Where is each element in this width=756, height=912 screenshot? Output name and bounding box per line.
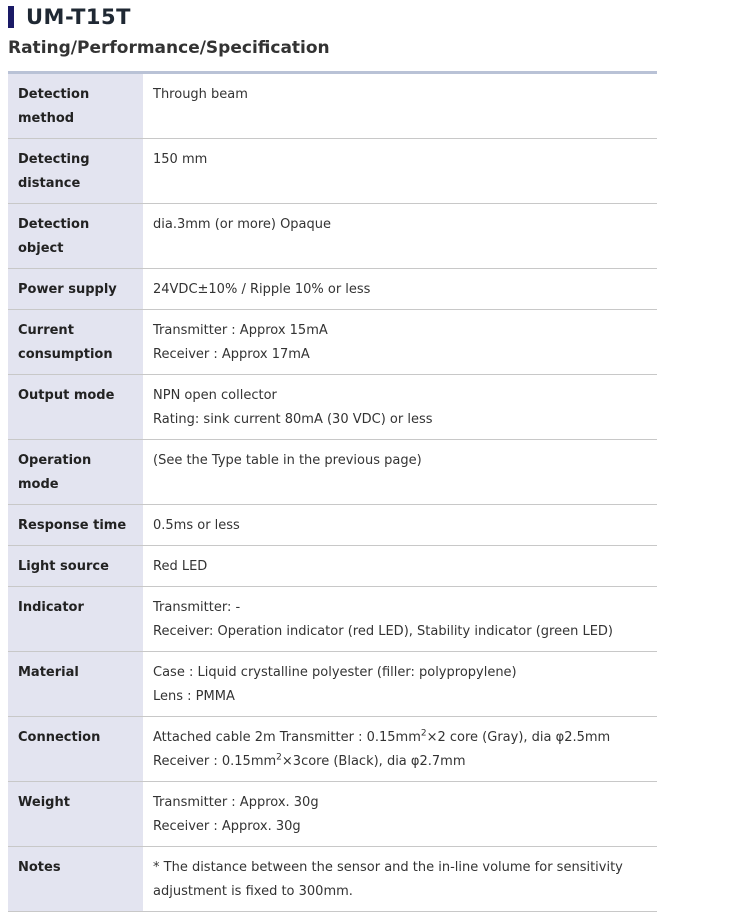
spec-value-line: dia.3mm (or more) Opaque (153, 217, 332, 232)
spec-value (143, 204, 657, 269)
spec-value-line: 0.5ms or less (153, 518, 240, 533)
title-row (8, 3, 131, 31)
spec-label: Indicator (8, 587, 143, 652)
title-accent-bar (8, 6, 14, 28)
spec-value-line (153, 750, 647, 774)
spec-row (8, 440, 657, 505)
spec-value (143, 74, 657, 139)
spec-value (143, 717, 657, 782)
spec-value-line: Receiver : Approx 17mA (153, 347, 310, 362)
spec-row (8, 139, 657, 204)
spec-row (8, 204, 657, 269)
spec-row (8, 269, 657, 310)
section-title: Rating/Performance/Specification (8, 38, 330, 58)
cable-spec-text: Attached cable 2m Transmitter : 0.15mm (153, 730, 421, 745)
spec-table (8, 74, 657, 912)
spec-label: Light source (8, 546, 143, 587)
spec-value-line (153, 726, 647, 750)
cable-spec-text: ×3core (Black), dia φ2.7mm (281, 754, 466, 769)
spec-row (8, 505, 657, 546)
spec-value-line: 150 mm (153, 152, 208, 167)
spec-row (8, 74, 657, 139)
spec-row (8, 717, 657, 782)
spec-value (143, 782, 657, 847)
spec-label: Response time (8, 505, 143, 546)
spec-value (143, 310, 657, 375)
spec-label: Notes (8, 847, 143, 912)
spec-value (143, 546, 657, 587)
spec-value (143, 505, 657, 546)
spec-label: Weight (8, 782, 143, 847)
spec-label: Material (8, 652, 143, 717)
spec-value-line: Through beam (153, 87, 248, 102)
spec-row (8, 587, 657, 652)
spec-label: Power supply (8, 269, 143, 310)
spec-value-line: Case : Liquid crystalline polyester (filler: polypropylene) (153, 665, 517, 680)
spec-row (8, 847, 657, 912)
cable-spec-text: ×2 core (Gray), dia φ2.5mm (426, 730, 611, 745)
spec-row (8, 652, 657, 717)
spec-value (143, 652, 657, 717)
spec-label: Current consumption (8, 310, 143, 375)
spec-row (8, 546, 657, 587)
spec-value-line: Transmitter : Approx. 30g (153, 795, 319, 810)
spec-label: Connection (8, 717, 143, 782)
spec-value-line: Receiver : Approx. 30g (153, 819, 301, 834)
spec-row (8, 375, 657, 440)
spec-value (143, 139, 657, 204)
spec-row (8, 310, 657, 375)
spec-value-line: * The distance between the sensor and the in-line volume for sensitivity adjustment is fixed to 300mm. (153, 860, 623, 899)
spec-label: Output mode (8, 375, 143, 440)
spec-value (143, 587, 657, 652)
spec-table-body (8, 74, 657, 912)
spec-value-line: 24VDC±10% / Ripple 10% or less (153, 282, 371, 297)
spec-label: Detection method (8, 74, 143, 139)
spec-value-line: NPN open collector (153, 388, 277, 403)
spec-value-line: Rating: sink current 80mA (30 VDC) or less (153, 412, 433, 427)
spec-value (143, 269, 657, 310)
spec-value (143, 847, 657, 912)
spec-value-line: Receiver: Operation indicator (red LED), Stability indicator (green LED) (153, 624, 613, 639)
cable-spec-text: Receiver : 0.15mm (153, 754, 277, 769)
superscript-exponent: 2 (276, 752, 282, 763)
spec-value-line: Transmitter : Approx 15mA (153, 323, 328, 338)
spec-row (8, 782, 657, 847)
spec-label: Detection object (8, 204, 143, 269)
superscript-exponent: 2 (420, 728, 427, 739)
spec-label: Detecting distance (8, 139, 143, 204)
spec-label: Operation mode (8, 440, 143, 505)
spec-value-line: Red LED (153, 559, 208, 574)
spec-value-line: Transmitter: - (153, 600, 241, 615)
spec-value (143, 440, 657, 505)
spec-value-line: Lens : PMMA (153, 689, 235, 704)
page-title: UM-T15T (26, 5, 131, 29)
spec-value (143, 375, 657, 440)
spec-value-line: (See the Type table in the previous page) (153, 453, 422, 468)
